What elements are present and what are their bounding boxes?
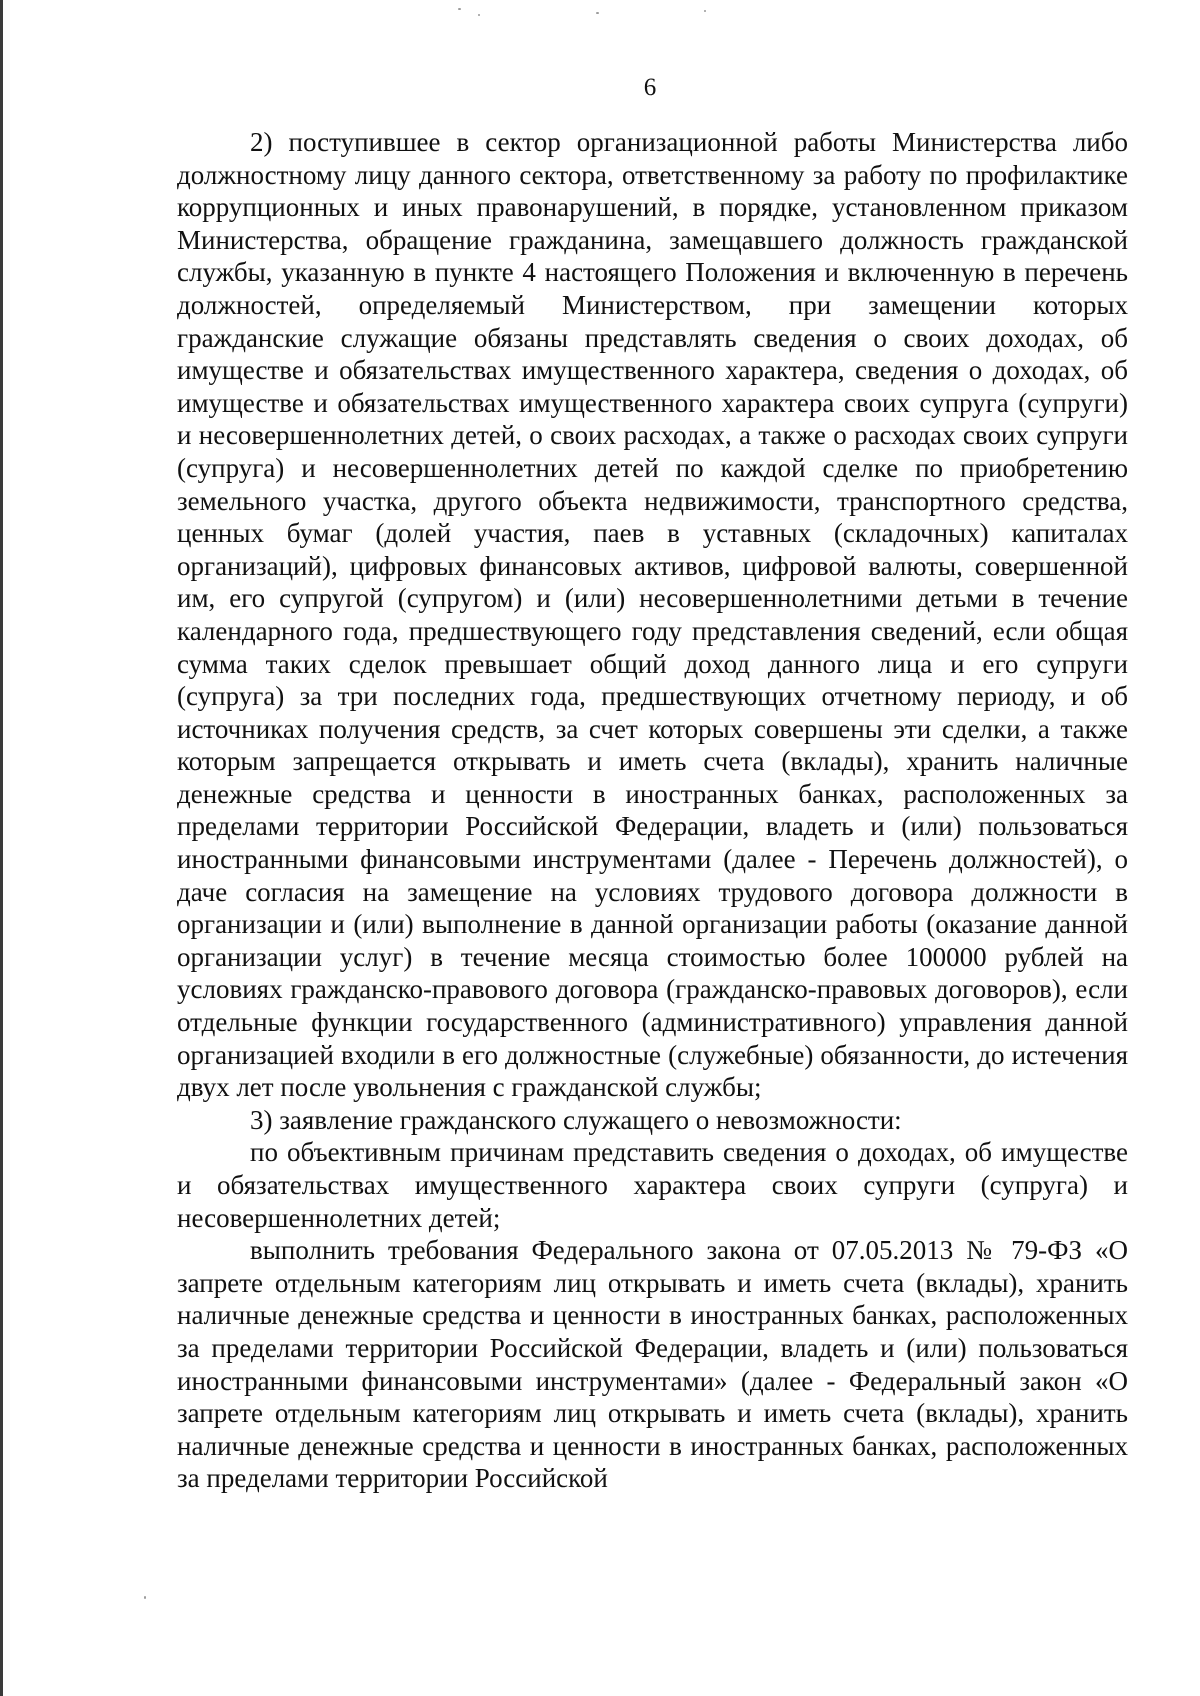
scan-speck [596, 12, 599, 14]
scan-speck [704, 10, 706, 12]
paragraph-item-2: 2) поступившее в сектор организационной работы Министерства либо должностному лицу данного сектора, ответственному за работу по профилактике коррупционных и иных правонарушений, в порядке, установленном приказом Министерства, обращение гражданина, замещавшего должность гражданской службы, указанную в пункте 4 настоящего Положения и включенную в перечень должностей, определяемый Министерством, при замещении которых гражданские служащие обязаны представлять сведения о своих доходах, об имуществе и обязательствах имущественного характера, сведения о доходах, об имуществе и обязательствах имущественного характера своих супруга (супруги) и несовершеннолетних детей, о своих расходах, а также о расходах своих супруги (супруга) и несовершеннолетних детей по каждой сделке по приобретению земельного участка, другого объекта недвижимости, транспортного средства, ценных бумаг (долей участия, паев в уставных (складочных) капиталах организаций), цифровых финансовых активов, цифровой валюты, совершенной им, его супругой (супругом) и (или) несовершеннолетними детьми в течение календарного года, предшествующего году представления сведений, если общая сумма таких сделок превышает общий доход данного лица и его супруги (супруга) за три последних года, предшествующих отчетному периоду, и об источниках получения средств, за счет которых совершены эти сделки, а также которым запрещается открывать и иметь счета (вклады), хранить наличные денежные средства и ценности в иностранных банках, расположенных за пределами территории Российской Федерации, владеть и (или) пользоваться иностранными финансовыми инструментами (далее - Перечень должностей), о даче согласия на замещение на условиях трудового договора должности в организации и (или) выполнение в данной организации работы (оказание данной организации услуг) в течение месяца стоимостью более 100000 рублей на условиях гражданско-правового договора (гражданско-правовых договоров), если отдельные функции государственного (административного) управления данной организацией входили в его должностные (служебные) обязанности, до истечения двух лет после увольнения с гражданской службы; [177, 127, 1128, 1103]
page-number: 6 [643, 74, 657, 101]
scan-edge [0, 0, 3, 1696]
scan-speck [144, 1596, 146, 1599]
paragraph-subitem-federal-law: выполнить требования Федерального закона от 07.05.2013 № 79-ФЗ «О запрете отдельным категориям лиц открывать и иметь счета (вклады), хранить наличные денежные средства и ценности в иностранных банках, расположенных за пределами территории Российской Федерации, владеть и (или) пользоваться иностранными финансовыми инструментами» (далее - Федеральный закон «О запрете отдельным категориям лиц открывать и иметь счета (вклады), хранить наличные денежные средства и ценности в иностранных банках, расположенных за пределами территории Российской [177, 1235, 1128, 1494]
scan-speck [458, 8, 461, 10]
paragraph-item-3: 3) заявление гражданского служащего о невозможности: [250, 1104, 902, 1135]
paragraph-subitem-objective-reasons: по объективным причинам представить сведения о доходах, об имуществе и обязательствах имущественного характера своих супруги (супруга) и несовершеннолетних детей; [177, 1137, 1128, 1233]
scan-speck [478, 14, 480, 16]
document-body [177, 126, 1128, 1495]
